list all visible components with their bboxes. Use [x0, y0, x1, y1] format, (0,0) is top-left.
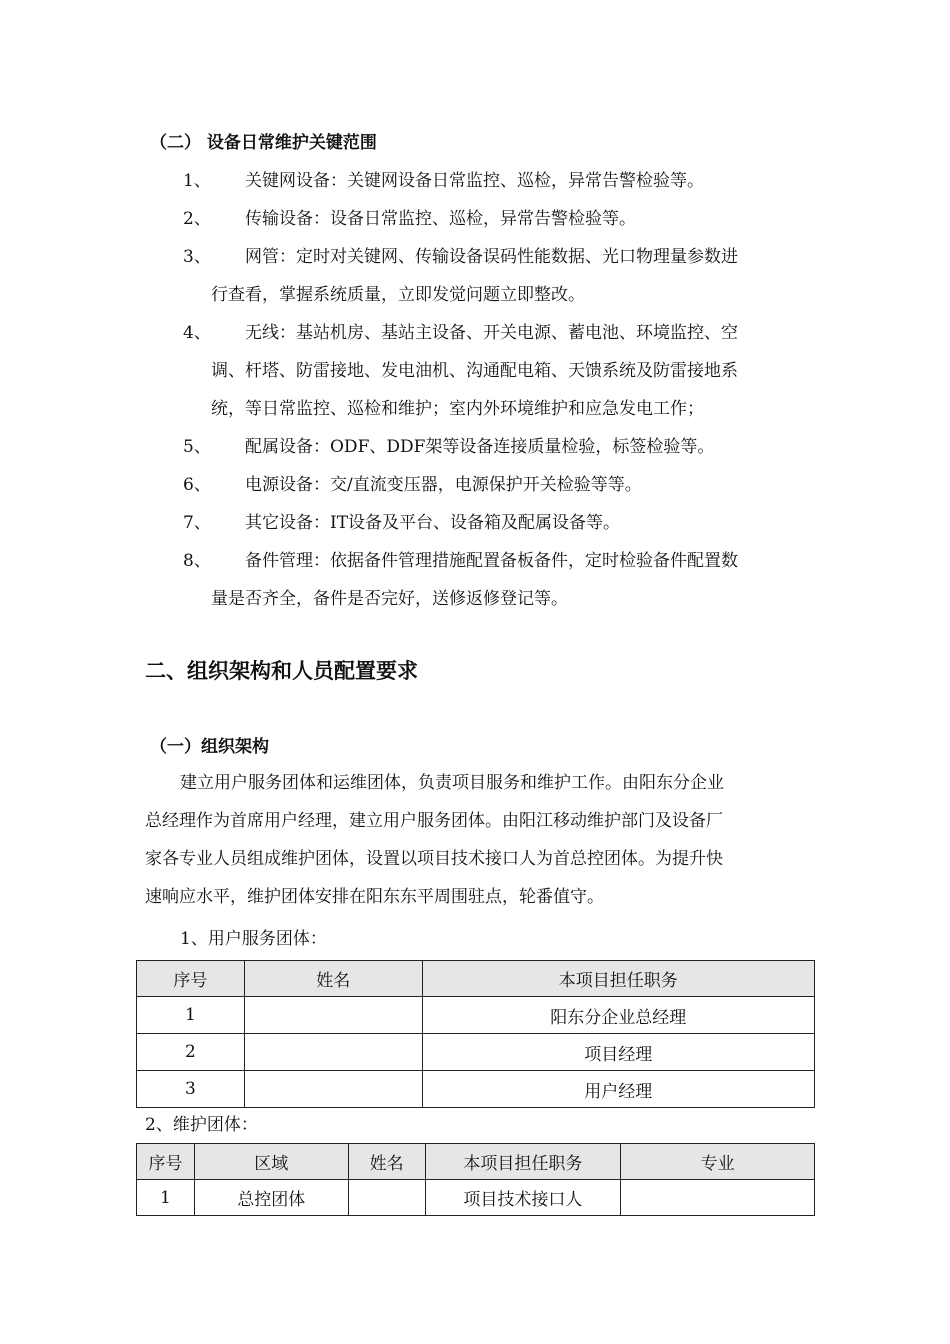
org-paragraph-line: 建立用户服务团体和运维团体，负责项目服务和维护工作。由阳东分企业: [180, 773, 724, 793]
list-item-text-continued: 统，等日常监控、巡检和维护；室内外环境维护和应急发电工作；: [211, 399, 704, 419]
table-cell: [244, 997, 422, 1034]
list-item-text: 无线：基站机房、基站主设备、开关电源、蓄电池、环境监控、空: [245, 323, 738, 343]
table-header-cell: 本项目担任职务: [422, 961, 814, 997]
list-item-text: 电源设备：交/直流变压器，电源保护开关检验等等。: [245, 475, 642, 495]
org-paragraph-line: 速响应水平，维护团体安排在阳东东平周围驻点，轮番值守。: [145, 887, 604, 907]
table-header-cell: 姓名: [244, 961, 422, 997]
list-item-number: 3、: [183, 247, 211, 267]
list-item-text-continued: 量是否齐全，备件是否完好，送修返修登记等。: [211, 589, 568, 609]
org-section-heading: 二、组织架构和人员配置要求: [145, 658, 418, 683]
list-item-number: 1、: [183, 171, 211, 191]
list-item-text: 传输设备：设备日常监控、巡检，异常告警检验等。: [245, 209, 636, 229]
list-item-number: 2、: [183, 209, 211, 229]
table-cell: [244, 1034, 422, 1071]
list-item-number: 4、: [183, 323, 211, 343]
maintenance-scope-heading: （二） 设备日常维护关键范围: [150, 133, 377, 153]
customer-service-team-table: [136, 960, 815, 1108]
table-header-cell: 姓名: [348, 1144, 425, 1180]
table-cell: 阳东分企业总经理: [422, 997, 814, 1034]
maintenance-team-table: [136, 1143, 815, 1216]
org-paragraph-line: 总经理作为首席用户经理，建立用户服务团体。由阳江移动维护部门及设备厂: [145, 811, 723, 831]
table1-caption: 1、用户服务团体：: [180, 929, 327, 949]
list-item-text: 其它设备：IT设备及平台、设备箱及配属设备等。: [245, 513, 621, 533]
list-item-number: 8、: [183, 551, 211, 571]
list-item-number: 7、: [183, 513, 211, 533]
table-row: [137, 1071, 815, 1108]
table-cell: [621, 1180, 815, 1216]
table-cell: 项目技术接口人: [425, 1180, 621, 1216]
table-header-cell: 区域: [194, 1144, 348, 1180]
org-paragraph-line: 家各专业人员组成维护团体，设置以项目技术接口人为首总控团体。为提升快: [145, 849, 723, 869]
table-header-cell: 专业: [621, 1144, 815, 1180]
table-cell: 2: [137, 1034, 245, 1071]
list-item-number: 5、: [183, 437, 211, 457]
table-cell: [244, 1071, 422, 1108]
list-item-text: 网管：定时对关键网、传输设备误码性能数据、光口物理量参数进: [245, 247, 738, 267]
table-header-cell: 序号: [137, 961, 245, 997]
table-row: [137, 1180, 815, 1216]
table2-caption: 2、维护团体：: [145, 1115, 258, 1135]
list-item-text-continued: 行查看，掌握系统质量，立即发觉问题立即整改。: [211, 285, 585, 305]
org-structure-heading: （一）组织架构: [150, 737, 269, 757]
table-cell: 项目经理: [422, 1034, 814, 1071]
list-item-text: 关键网设备：关键网设备日常监控、巡检，异常告警检验等。: [245, 171, 704, 191]
list-item-number: 6、: [183, 475, 211, 495]
list-item-text: 配属设备：ODF、DDF架等设备连接质量检验，标签检验等。: [245, 437, 715, 457]
table-row: [137, 1034, 815, 1071]
table-cell: [348, 1180, 425, 1216]
table-row: [137, 997, 815, 1034]
list-item-text-continued: 调、杆塔、防雷接地、发电油机、沟通配电箱、天馈系统及防雷接地系: [211, 361, 738, 381]
table-cell: 总控团体: [194, 1180, 348, 1216]
table-cell: 1: [137, 1180, 195, 1216]
list-item-text: 备件管理：依据备件管理措施配置备板备件，定时检验备件配置数: [245, 551, 738, 571]
table-cell: 用户经理: [422, 1071, 814, 1108]
table-cell: 1: [137, 997, 245, 1034]
table-header-cell: 本项目担任职务: [425, 1144, 621, 1180]
table-cell: 3: [137, 1071, 245, 1108]
table-header-cell: 序号: [137, 1144, 195, 1180]
